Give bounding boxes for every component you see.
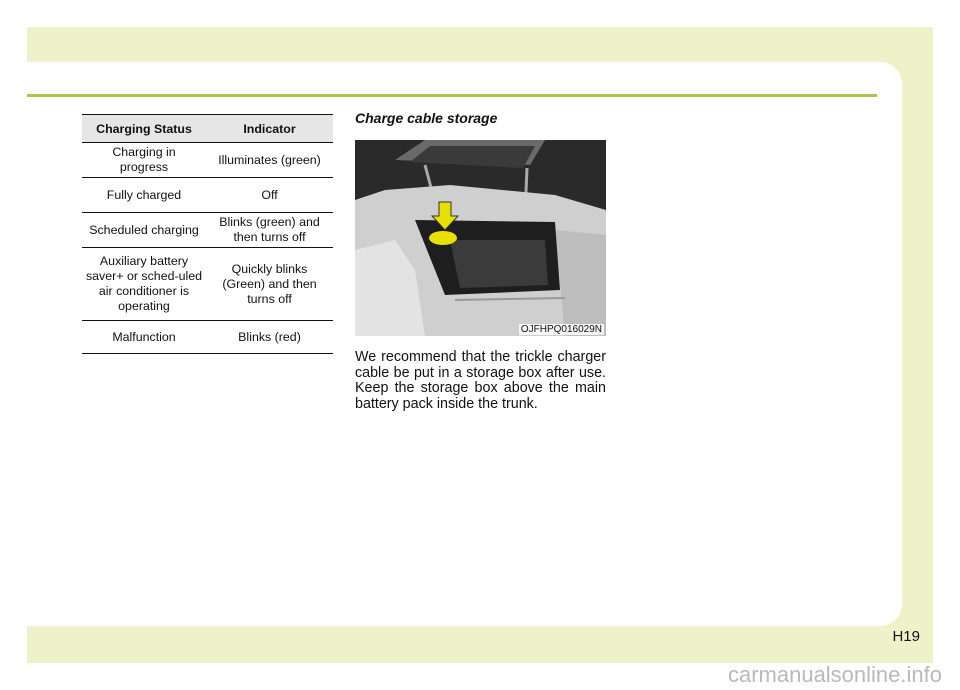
table-row bbox=[82, 213, 333, 248]
table-row bbox=[82, 321, 333, 354]
indicator-cell: Blinks (green) and then turns off bbox=[206, 213, 333, 248]
table-row bbox=[82, 248, 333, 321]
table-row bbox=[82, 143, 333, 178]
header-rule bbox=[27, 94, 877, 97]
image-caption: OJFHPQ016029N bbox=[520, 324, 602, 335]
page-number: H19 bbox=[892, 628, 920, 645]
section-title: Charge cable storage bbox=[355, 110, 498, 126]
table-row bbox=[82, 178, 333, 213]
status-cell: Malfunction bbox=[82, 321, 206, 354]
trunk-photo bbox=[355, 140, 606, 336]
status-cell: Charging in progress bbox=[82, 143, 206, 178]
watermark: carmanualsonline.info bbox=[727, 662, 942, 687]
body-paragraph: We recommend that the trickle charger cable be put in a storage box after use. Keep the storage box above the main battery pack inside the trunk. bbox=[355, 349, 606, 412]
indicator-cell: Illuminates (green) bbox=[206, 143, 333, 178]
indicator-cell: Off bbox=[206, 178, 333, 213]
table-header-status: Charging Status bbox=[82, 115, 206, 143]
trunk-illustration bbox=[355, 140, 606, 336]
charging-status-table bbox=[82, 114, 333, 354]
status-cell: Auxiliary battery saver+ or sched-uled air conditioner is operating bbox=[82, 248, 206, 321]
status-cell: Fully charged bbox=[82, 178, 206, 213]
status-cell: Scheduled charging bbox=[82, 213, 206, 248]
table-header-indicator: Indicator bbox=[206, 115, 333, 143]
indicator-cell: Blinks (red) bbox=[206, 321, 333, 354]
indicator-cell: Quickly blinks (Green) and then turns off bbox=[206, 248, 333, 321]
